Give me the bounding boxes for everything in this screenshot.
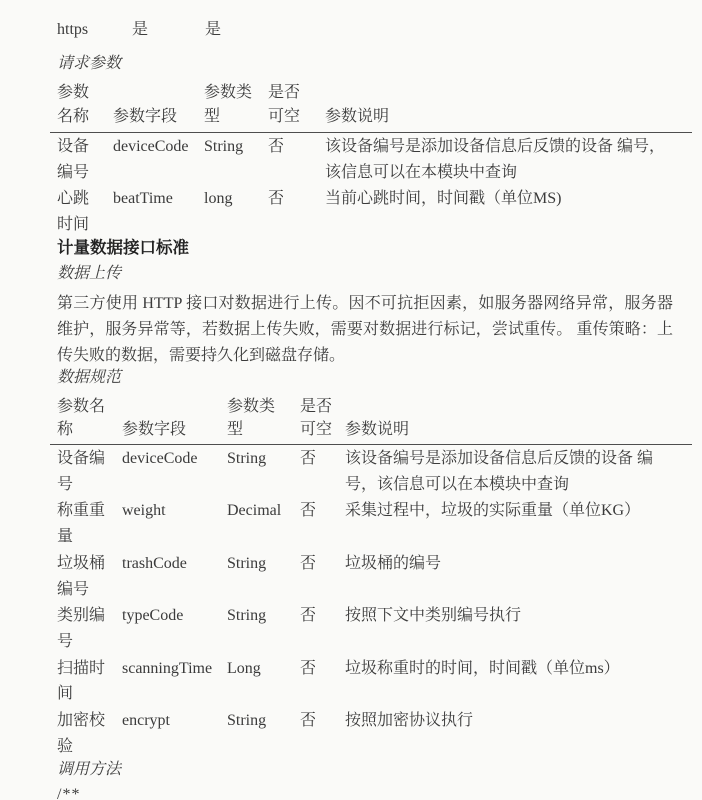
paragraph-line: 传失败的数据，需要持久化到磁盘存储。 [57, 347, 346, 364]
col-header-desc: 参数说明 [345, 395, 692, 445]
table-row [50, 133, 692, 186]
col-header-param-name: 参数名称 [50, 395, 122, 445]
table-row [50, 445, 692, 498]
cell-nullable: 否 [268, 190, 285, 207]
request-params-table [50, 81, 692, 237]
protocol-flag-b: 是 [205, 21, 222, 38]
table-row [50, 602, 692, 654]
cell-nullable: 否 [300, 450, 317, 467]
data-spec-table [50, 395, 692, 759]
cell-desc: 按照加密协议执行 [345, 712, 474, 730]
cell-param-name: 类别编号 [57, 607, 106, 650]
cell-desc: 该设备编号是添加设备信息后反馈的设备 编号，该信息可以在本模块中查询 [345, 450, 654, 493]
table-header-row [50, 81, 692, 133]
request-params-heading: 请求参数 [57, 55, 122, 72]
col-header-desc: 参数说明 [325, 81, 692, 133]
protocol-row [57, 21, 702, 38]
cell-param-name: 设备编号 [57, 450, 106, 493]
table-row [50, 185, 692, 237]
cell-field: encrypt [122, 712, 170, 730]
cell-param-name: 加密校验 [57, 712, 106, 755]
data-upload-subheading: 数据上传 [57, 265, 122, 282]
cell-field: weight [122, 502, 166, 520]
cell-desc: 垃圾称重时的时间，时间戳（单位ms） [345, 659, 620, 677]
col-header-field: 参数字段 [113, 81, 204, 133]
table-row [50, 550, 692, 602]
cell-type: long [204, 190, 233, 207]
cell-desc: 按照下文中类别编号执行 [345, 607, 522, 625]
cell-field: beatTime [113, 190, 173, 207]
cell-type: Long [227, 659, 261, 677]
paragraph-line: 第三方使用 HTTP 接口对数据进行上传。因不可抗拒因素，如服务器网络异常，服务器 [57, 295, 673, 312]
table-row [50, 655, 692, 707]
cell-param-name: 设备编号 [57, 138, 90, 181]
cell-param-name: 垃圾桶编号 [57, 554, 106, 598]
cell-nullable: 否 [300, 659, 317, 677]
cell-nullable: 否 [268, 138, 285, 155]
cell-nullable: 否 [300, 502, 317, 520]
cell-desc: 垃圾桶的编号 [345, 554, 442, 572]
table-row [50, 707, 692, 759]
cell-desc: 该设备编号是添加设备信息后反馈的设备 编号，该信息可以在本模块中查询 [325, 138, 666, 181]
invoke-method-heading: 调用方法 [57, 761, 122, 779]
cell-type: String [227, 450, 267, 467]
metering-section-heading: 计量数据接口标准 [57, 238, 189, 257]
cell-field: trashCode [122, 554, 187, 572]
cell-field: typeCode [122, 607, 184, 625]
cell-nullable: 否 [300, 554, 317, 572]
table-row [50, 497, 692, 549]
cell-type: String [204, 138, 244, 155]
table-header-row [50, 395, 692, 445]
cell-nullable: 否 [300, 712, 317, 730]
protocol-value: https [57, 21, 89, 38]
data-upload-paragraph [57, 291, 673, 369]
col-header-nullable: 是否可空 [268, 81, 325, 133]
col-header-param-name: 参数名称 [50, 81, 113, 133]
protocol-flag-a: 是 [132, 21, 149, 38]
cell-param-name: 称重重量 [57, 502, 106, 546]
cell-type: String [227, 712, 267, 730]
cell-type: String [227, 554, 267, 572]
paragraph-line: 维护，服务异常等，若数据上传失败，需要对数据进行标记，尝试重传。 重传策略：上 [57, 321, 673, 338]
cell-param-name: 心跳时间 [57, 190, 90, 233]
cell-field: scanningTime [122, 659, 213, 677]
cell-field: deviceCode [122, 450, 198, 467]
col-header-field: 参数字段 [122, 395, 227, 445]
cell-type: String [227, 607, 267, 625]
cell-param-name: 扫描时间 [57, 659, 106, 703]
cell-nullable: 否 [300, 607, 317, 625]
code-comment-start: /** [57, 786, 81, 800]
data-spec-subheading: 数据规范 [57, 369, 122, 386]
cell-type: Decimal [227, 502, 282, 520]
col-header-type: 参数类型 [227, 395, 300, 445]
cell-desc: 采集过程中，垃圾的实际重量（单位KG） [345, 502, 641, 520]
cell-field: deviceCode [113, 138, 189, 155]
cell-desc: 当前心跳时间，时间戳（单位MS) [325, 190, 562, 207]
col-header-type: 参数类型 [204, 81, 268, 133]
col-header-nullable: 是否可空 [300, 395, 345, 445]
